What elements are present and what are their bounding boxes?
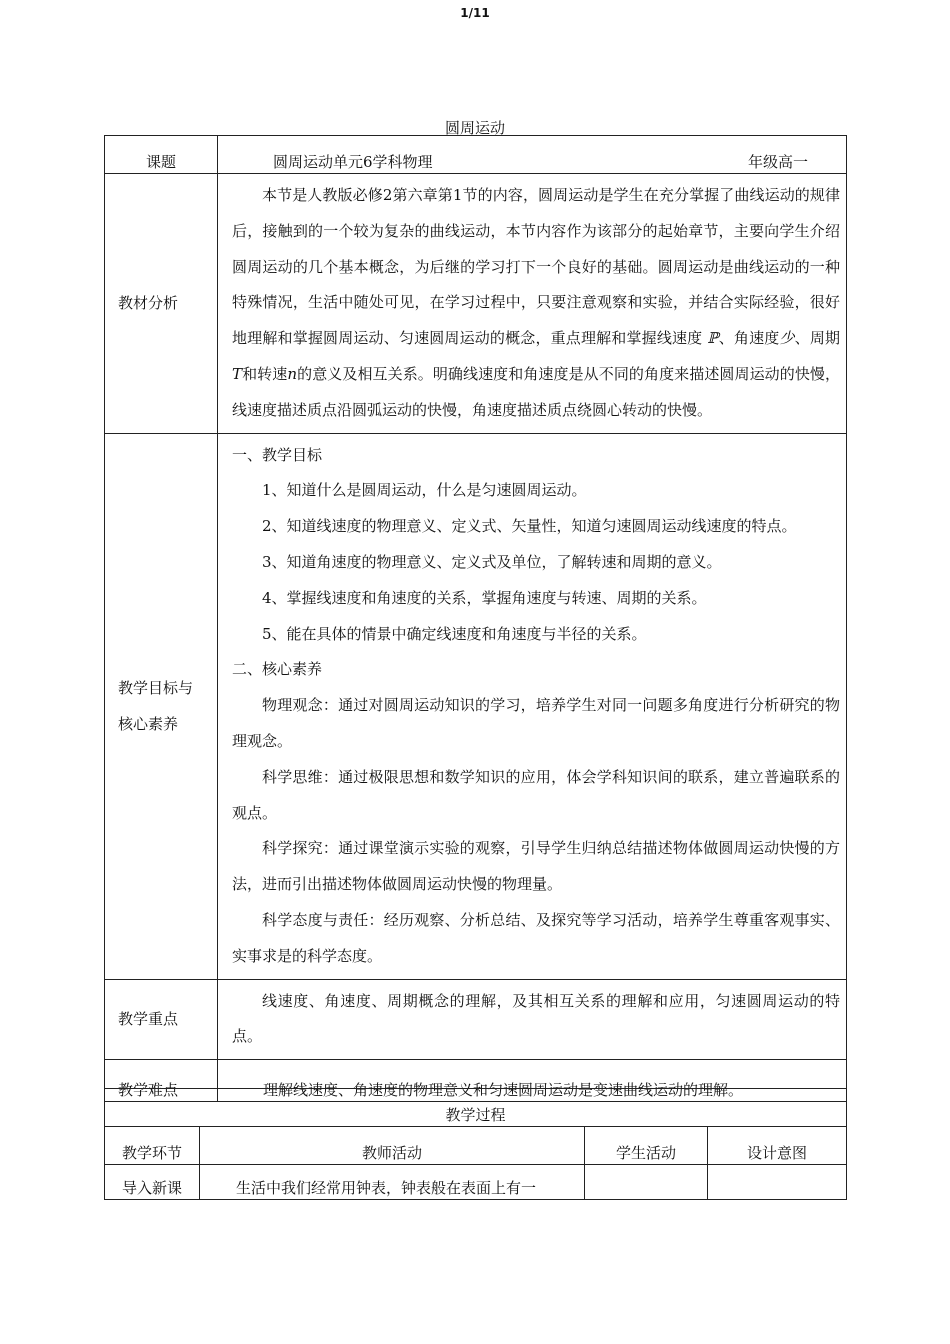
material-text-part4: 和转速 xyxy=(242,364,288,383)
teaching-process-table xyxy=(104,1088,847,1200)
column-header-student: 学生活动 xyxy=(585,1127,708,1165)
objectives-heading-literacy: 二、核心素养 xyxy=(232,660,323,679)
literacy-item: 科学探究：通过课堂演示实验的观察，引导学生归纳总结描述物体做圆周运动快慢的方法，进而引出描述物体做圆周运动快慢的物理量。 xyxy=(232,839,840,894)
var-v: ℙ xyxy=(707,329,719,348)
objective-item: 3、知道角速度的物理意义、定义式及单位，了解转速和周期的意义。 xyxy=(262,552,722,571)
lesson-plan-table xyxy=(104,135,847,1102)
column-header-teacher: 教师活动 xyxy=(200,1127,585,1165)
key-points-content xyxy=(218,979,847,1060)
key-points-label: 教学重点 xyxy=(105,979,218,1060)
material-analysis-content xyxy=(218,174,847,434)
objectives-label xyxy=(105,433,218,979)
var-omega: 少 xyxy=(779,329,795,348)
objective-item: 5、能在具体的情景中确定线速度和角速度与半径的关系。 xyxy=(262,624,647,643)
process-student-activity xyxy=(585,1165,708,1200)
objective-item: 4、掌握线速度和角速度的关系，掌握角速度与转速、周期的关系。 xyxy=(262,588,707,607)
key-points-text: 线速度、角速度、周期概念的理解，及其相互关系的理解和应用，匀速圆周运动的特点。 xyxy=(232,991,840,1046)
difficulties-text: 理解线速度、角速度的物理意义和匀速圆周运动是变速曲线运动的理解。 xyxy=(218,1060,847,1102)
var-n: n xyxy=(287,364,298,383)
objectives-heading-goals: 一、教学目标 xyxy=(232,445,323,464)
page-number: 1/11 xyxy=(460,6,490,20)
objective-item: 1、知道什么是圆周运动，什么是匀速圆周运动。 xyxy=(262,481,587,500)
topic-label: 课题 xyxy=(105,136,218,174)
objectives-row xyxy=(105,433,847,979)
topic-value: 圆周运动单元6学科物理 xyxy=(273,153,433,171)
material-text-part3: 、周期 xyxy=(794,329,840,348)
grade-value: 年级高一 xyxy=(747,153,808,171)
literacy-item: 科学思维：通过极限思想和数学知识的应用，体会学科知识间的联系，建立普遍联系的观点。 xyxy=(232,767,840,822)
material-analysis-text xyxy=(232,178,840,429)
objectives-label-line2: 核心素养 xyxy=(118,715,179,734)
material-analysis-label: 教材分析 xyxy=(105,174,218,434)
objectives-label-line1: 教学目标与 xyxy=(118,679,194,698)
key-points-row xyxy=(105,979,847,1060)
material-text-part2: 、角速度 xyxy=(718,329,780,348)
literacy-item: 物理观念：通过对圆周运动知识的学习，培养学生对同一问题多角度进行分析研究的物理观念。 xyxy=(232,696,840,750)
topic-row xyxy=(105,136,847,174)
process-title-row xyxy=(105,1089,847,1127)
var-T: T xyxy=(232,364,243,383)
document-title: 圆周运动 xyxy=(444,119,505,137)
column-header-intent: 设计意图 xyxy=(708,1127,847,1165)
objective-item: 2、知道线速度的物理意义、定义式、矢量性，知道匀速圆周运动线速度的特点。 xyxy=(262,517,797,536)
process-design-intent xyxy=(708,1165,847,1200)
topic-content xyxy=(218,136,847,174)
material-text-part1: 本节是人教版必修2第六章第1节的内容，圆周运动是学生在充分掌握了曲线运动的规律后，接触到的一个较为复杂的曲线运动，本节内容作为该部分的起始章节，主要向学生介绍圆周运动的几个基本概念，为后继的学习打下一个良好的基础。圆周运动是曲线运动的一种特殊情况，生活中随处可见，在学习过程中，只要注意观察和实验，并结合实际经验，很好地理解和掌握圆周运动、匀速圆周运动的概念，重点理解和掌握线速度 xyxy=(232,186,840,348)
process-stage: 导入新课 xyxy=(105,1165,200,1200)
literacy-item: 科学态度与责任：经历观察、分析总结、及探究等学习活动，培养学生尊重客观事实、实事求是的科学态度。 xyxy=(232,910,840,965)
difficulties-label: 教学难点 xyxy=(105,1060,218,1102)
process-row xyxy=(105,1165,847,1200)
objectives-content xyxy=(218,433,847,979)
process-title: 教学过程 xyxy=(105,1089,847,1127)
process-teacher-activity: 生活中我们经常用钟表，钟表般在表面上有一 xyxy=(200,1165,585,1200)
process-header-row xyxy=(105,1127,847,1165)
material-analysis-row xyxy=(105,174,847,434)
column-header-stage: 教学环节 xyxy=(105,1127,200,1165)
material-text-part5: 的意义及相互关系。明确线速度和角速度是从不同的角度来描述圆周运动的快慢，线速度描述质点沿圆弧运动的快慢，角速度描述质点绕圆心转动的快慢。 xyxy=(232,364,840,419)
